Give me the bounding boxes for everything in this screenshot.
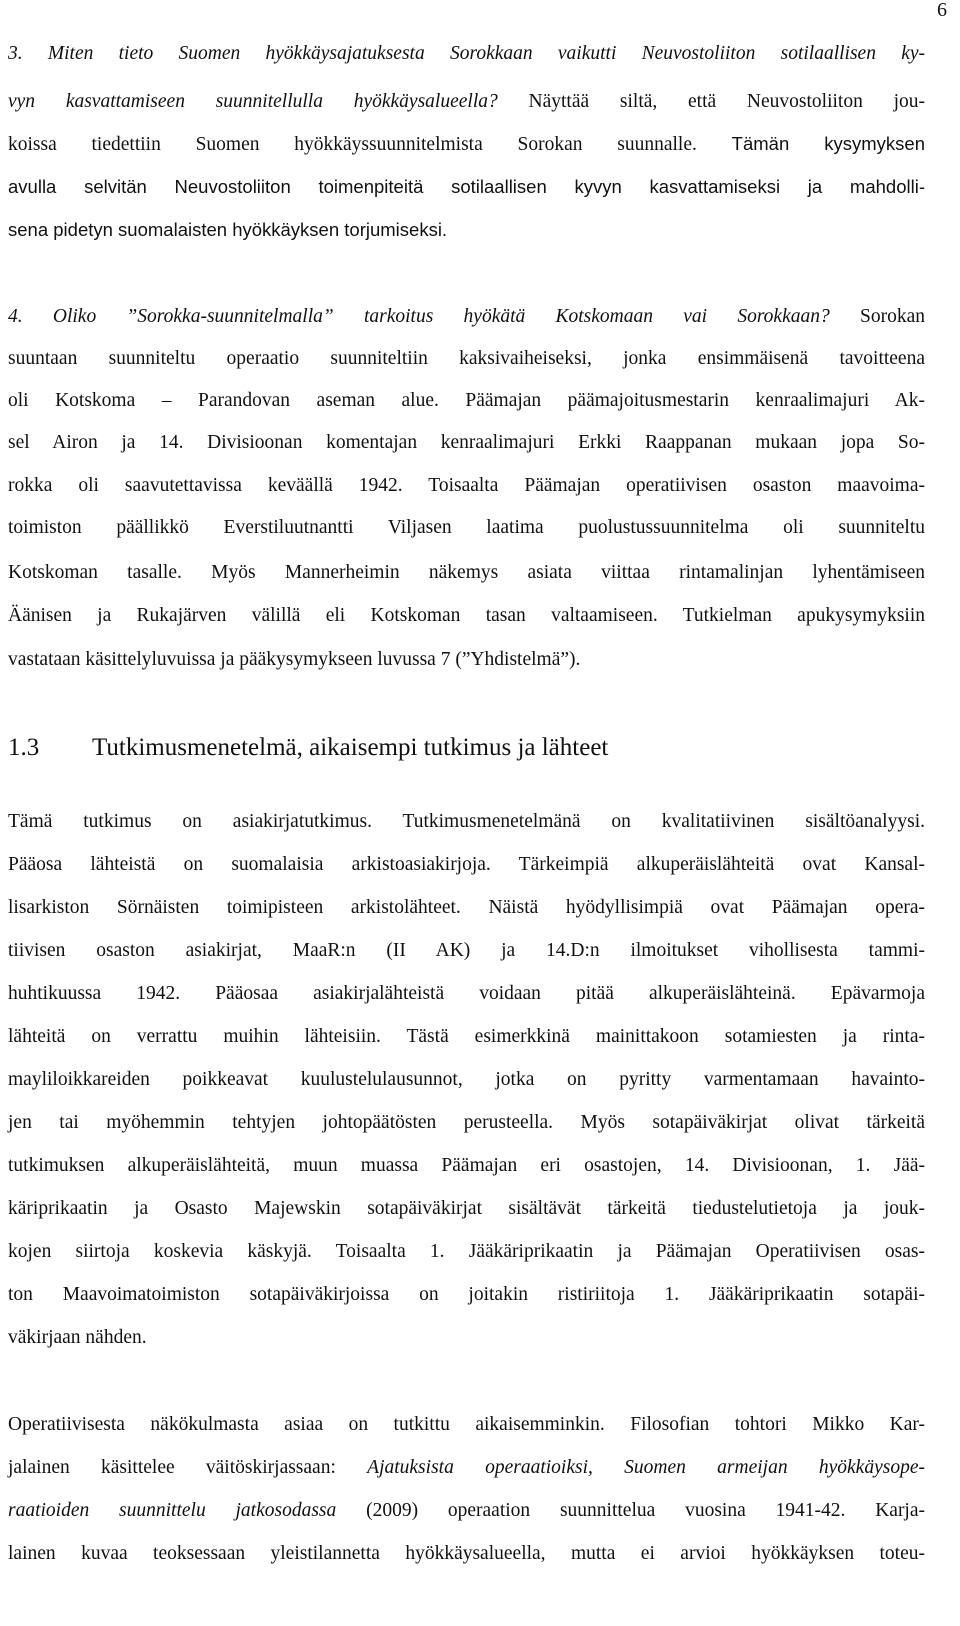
paragraph-line: huhtikuussa 1942. Pääosaa asiakirjalähteistä voidaan pitää alkuperäislähteinä. Epävarmoja bbox=[8, 983, 925, 1004]
question-3-text-sans: Tämän kysymyksen bbox=[731, 133, 925, 154]
paragraph-line: väkirjaan nähden. bbox=[8, 1327, 147, 1348]
question-3-line bbox=[8, 132, 925, 157]
question-3-text: Näyttää siltä, että Neuvostoliiton jou- bbox=[528, 91, 925, 112]
paragraph-line: lainen kuvaa teoksessaan yleistilannetta hyökkäysalueella, mutta ei arvioi hyökkäyksen toteu- bbox=[8, 1543, 925, 1564]
question-4-line: vastataan käsittelyluvuissa ja pääkysymykseen luvussa 7 (”Yhdistelmä”). bbox=[8, 649, 581, 670]
question-3-line bbox=[8, 90, 925, 114]
question-4-line: Kotskoman tasalle. Myös Mannerheimin näkemys asiata viittaa rintamalinjan lyhentämiseen bbox=[8, 562, 925, 583]
question-4-italic: 4. Oliko ”Sorokka-suunnitelmalla” tarkoitus hyökätä Kotskomaan vai Sorokkaan? bbox=[8, 306, 830, 327]
page-number: 6 bbox=[937, 0, 947, 21]
question-3-text: koissa tiedettiin Suomen hyökkäyssuunnitelmista Sorokan suunnalle. bbox=[8, 134, 697, 155]
section-heading bbox=[8, 733, 608, 763]
paragraph-line: tutkimuksen alkuperäislähteitä, muun muassa Päämajan eri osastojen, 14. Divisioonan, 1. Jää- bbox=[8, 1155, 925, 1176]
question-4-line: Äänisen ja Rukajärven välillä eli Kotskoman tasan valtaamiseen. Tutkielman apukysymyksiin bbox=[8, 605, 925, 626]
paragraph-line: lähteitä on verrattu muihin lähteisiin. Tästä esimerkkinä mainittakoon sotamiesten ja rinta- bbox=[8, 1026, 925, 1047]
section-number: 1.3 bbox=[8, 734, 40, 761]
paragraph-line: mayliloikkareiden poikkeavat kuulustelulausunnot, jotka on pyritty varmentamaan havainto- bbox=[8, 1069, 925, 1090]
question-4-text: Sorokan bbox=[860, 306, 925, 327]
paragraph-line: Pääosa lähteistä on suomalaisia arkistoasiakirjoja. Tärkeimpiä alkuperäislähteitä ovat Kansal- bbox=[8, 854, 925, 875]
question-3-italic: vyn kasvattamiseen suunnitellulla hyökkäysalueella? bbox=[8, 91, 498, 112]
question-3-line: 3. Miten tieto Suomen hyökkäysajatuksesta Sorokkaan vaikutti Neuvostoliiton sotilaallisen ky- bbox=[8, 43, 925, 64]
question-4-line: rokka oli saavutettavissa keväällä 1942. Toisaalta Päämajan operatiivisen osaston maavoima- bbox=[8, 475, 925, 496]
paragraph-line: käriprikaatin ja Osasto Majewskin sotapäiväkirjat sisältävät tärkeitä tiedustelutietoja ja jouk- bbox=[8, 1198, 925, 1219]
question-4-line: toimiston päällikkö Everstiluutnantti Viljasen laatima puolustussuunnitelma oli suunniteltu bbox=[8, 517, 925, 538]
question-4-line: oli Kotskoma – Parandovan aseman alue. Päämajan päämajoitusmestarin kenraalimajuri Ak- bbox=[8, 390, 925, 411]
question-3-line: avulla selvitän Neuvostoliiton toimenpiteitä sotilaallisen kyvyn kasvattamiseksi ja mahdolli- bbox=[8, 176, 925, 197]
paragraph-text: jalainen käsittelee väitöskirjassaan: bbox=[8, 1457, 336, 1478]
book-title-italic: raatioiden suunnittelu jatkosodassa bbox=[8, 1500, 337, 1521]
paragraph-line: Tämä tutkimus on asiakirjatutkimus. Tutkimusmenetelmänä on kvalitatiivinen sisältöanalyysi. bbox=[8, 811, 925, 832]
book-title-italic: Ajatuksista operaatioiksi, Suomen armeijan hyökkäysope- bbox=[367, 1457, 925, 1478]
paragraph-line bbox=[8, 1456, 925, 1480]
paragraph-line: ton Maavoimatoimiston sotapäiväkirjoissa on joitakin ristiriitoja 1. Jääkäriprikaatin sotapäi- bbox=[8, 1284, 925, 1305]
paragraph-line: jen tai myöhemmin tehtyjen johtopäätösten perusteella. Myös sotapäiväkirjat olivat tärkeitä bbox=[8, 1112, 925, 1133]
question-4-line: sel Airon ja 14. Divisioonan komentajan kenraalimajuri Erkki Raappanan mukaan jopa So- bbox=[8, 432, 925, 453]
paragraph-line bbox=[8, 1499, 925, 1523]
question-4-line bbox=[8, 305, 925, 329]
question-3-line: sena pidetyn suomalaisten hyökkäyksen torjumiseksi. bbox=[8, 219, 448, 240]
paragraph-line: kojen siirtoja koskevia käskyjä. Toisaalta 1. Jääkäriprikaatin ja Päämajan Operatiivisen osas- bbox=[8, 1241, 925, 1262]
paragraph-text: (2009) operaation suunnittelua vuosina 1941-42. Karja- bbox=[366, 1500, 926, 1521]
question-4-line: suuntaan suunniteltu operaatio suunniteltiin kaksivaiheiseksi, jonka ensimmäisenä tavoitteena bbox=[8, 348, 925, 369]
section-title: Tutkimusmenetelmä, aikaisempi tutkimus ja lähteet bbox=[92, 734, 609, 761]
paragraph-line: lisarkiston Sörnäisten toimipisteen arkistolähteet. Näistä hyödyllisimpiä ovat Päämajan opera- bbox=[8, 897, 925, 918]
paragraph-line: Operatiivisesta näkökulmasta asiaa on tutkittu aikaisemminkin. Filosofian tohtori Mikko Kar- bbox=[8, 1414, 925, 1435]
paragraph-line: tiivisen osaston asiakirjat, MaaR:n (II AK) ja 14.D:n ilmoitukset vihollisesta tammi- bbox=[8, 940, 925, 961]
